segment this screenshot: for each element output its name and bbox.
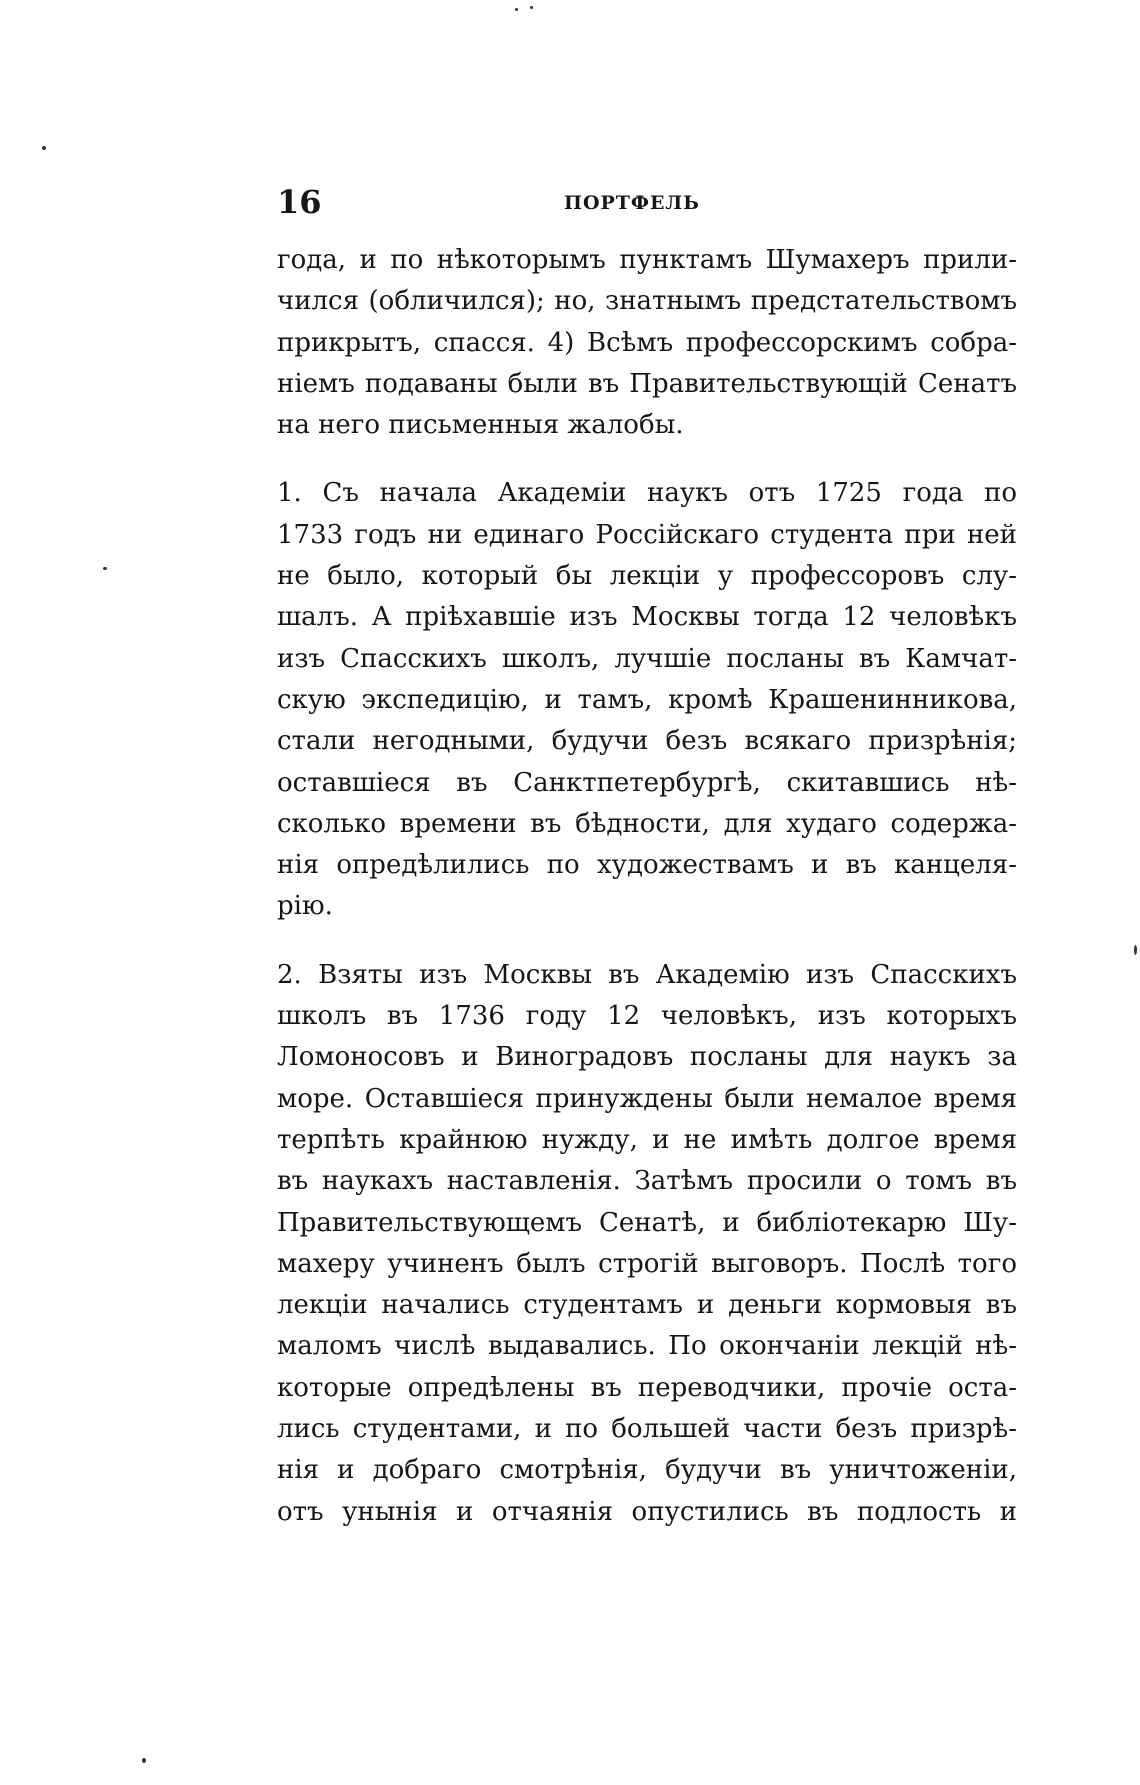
scan-speck (515, 8, 518, 11)
text-line: Правительствующемъ Сенатѣ, и библіотекарю Шу- (277, 1207, 1017, 1238)
paragraph-item-2 (277, 955, 1017, 1533)
text-line: рію. (277, 891, 333, 922)
text-line: ніемъ подаваны были въ Правительствующій Сенатъ (277, 368, 1017, 399)
text-line: Ломоносовъ и Виноградовъ посланы для наукъ за (277, 1042, 1017, 1073)
text-line: чился (обличился); но, знатнымъ предстательствомъ (277, 286, 1017, 317)
text-line: стали негодными, будучи безъ всякаго призрѣнія; (277, 726, 1017, 757)
text-line: терпѣть крайнюю нужду, и не имѣть долгое время (277, 1124, 1017, 1155)
page-number: 16 (277, 183, 322, 221)
text-line: шалъ. А пріѣхавшіе изъ Москвы тогда 12 человѣкъ (277, 602, 1017, 633)
scan-speck (103, 567, 107, 570)
body-text (277, 240, 1017, 1533)
text-line: маломъ числѣ выдавались. По окончаніи лекцій нѣ- (277, 1331, 1017, 1362)
paragraph-item-1 (277, 473, 1017, 927)
text-line: лекціи начались студентамъ и деньги кормовыя въ (277, 1290, 1017, 1321)
text-line: на него письменныя жалобы. (277, 410, 684, 441)
paragraph-continuation (277, 240, 1017, 446)
text-line: оставшіеся въ Санктпетербургѣ, скитавшись нѣ- (277, 767, 1017, 798)
page-header (277, 182, 1017, 222)
scan-speck (142, 1758, 146, 1763)
scan-speck (42, 146, 46, 150)
text-line: нія опредѣлились по художествамъ и въ канцеля- (277, 850, 1017, 881)
text-line: лись студентами, и по большей части безъ призрѣ- (277, 1414, 1017, 1445)
text-line: море. Оставшіеся принуждены были немалое время (277, 1083, 1017, 1114)
running-title: ПОРТФЕЛЬ (564, 192, 700, 214)
text-line: 1733 годъ ни единаго Россійскаго студента при ней (277, 519, 1017, 550)
text-line: махеру учиненъ былъ строгій выговоръ. Послѣ того (277, 1248, 1017, 1279)
text-line: 2. Взяты изъ Москвы въ Академію изъ Спасскихъ (277, 959, 1017, 990)
text-line: отъ унынія и отчаянія опустились въ подлость и (277, 1496, 1017, 1527)
text-line: которые опредѣлены въ переводчики, прочіе оста- (277, 1372, 1017, 1403)
scan-speck (530, 6, 533, 9)
text-line: изъ Спасскихъ школъ, лучшіе посланы въ Камчат- (277, 643, 1017, 674)
text-line: не было, который бы лекціи у профессоровъ слу- (277, 561, 1017, 592)
text-line: года, и по нѣкоторымъ пунктамъ Шумахеръ прили- (277, 245, 1017, 275)
text-line: школъ въ 1736 году 12 человѣкъ, изъ которыхъ (277, 1001, 1017, 1032)
text-line: 1. Съ начала Академіи наукъ отъ 1725 года по (277, 478, 1017, 509)
text-line: прикрытъ, спасся. 4) Всѣмъ профессорскимъ собра- (277, 327, 1017, 358)
text-line: сколько времени въ бѣдности, для худаго содержа- (277, 808, 1017, 839)
text-line: нія и добраго смотрѣнія, будучи въ уничтоженіи, (277, 1455, 1017, 1486)
text-line: въ наукахъ наставленія. Затѣмъ просили о томъ въ (277, 1166, 1017, 1197)
scan-speck (1134, 945, 1137, 955)
text-line: скую экспедицію, и тамъ, кромѣ Крашенинникова, (277, 684, 1017, 715)
